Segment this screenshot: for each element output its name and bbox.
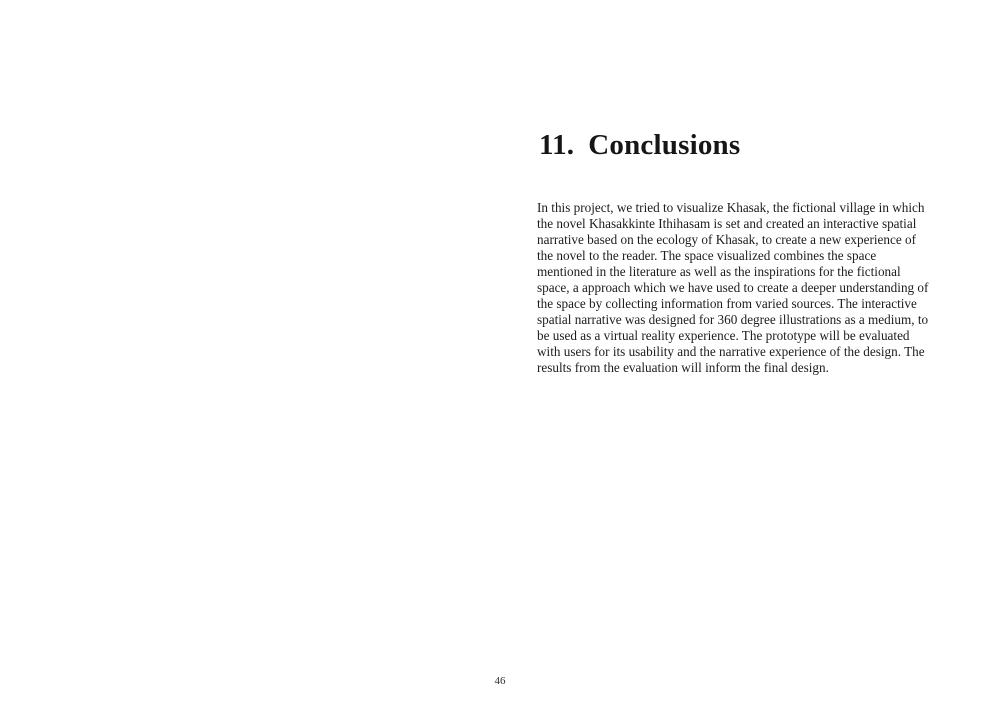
chapter-heading [539, 126, 740, 164]
paragraph-line: spatial narrative was designed for 360 degree illustrations as a medium, to [537, 312, 929, 327]
paragraph-line: narrative based on the ecology of Khasak, to create a new experience of [537, 232, 916, 247]
chapter-number: 11. [539, 129, 575, 161]
paragraph-line: the novel to the reader. The space visualized combines the space [537, 248, 877, 263]
paragraph-line: the space by collecting information from varied sources. The interactive [537, 296, 917, 311]
paragraph-line: mentioned in the literature as well as the inspirations for the fictional [537, 264, 901, 279]
paragraph-line: results from the evaluation will inform the final design. [537, 360, 829, 375]
paragraph-line: be used as a virtual reality experience. The prototype will be evaluated [537, 328, 910, 343]
chapter-title: Conclusions [588, 129, 741, 161]
paragraph-line: with users for its usability and the narrative experience of the design. The [537, 344, 925, 359]
conclusion-paragraph [537, 200, 932, 376]
page-number: 46 [494, 675, 506, 687]
paragraph-line: In this project, we tried to visualize Khasak, the fictional village in which [537, 200, 925, 215]
paragraph-line: the novel Khasakkinte Ithihasam is set and created an interactive spatial [537, 216, 917, 231]
paragraph-line: space, a approach which we have used to create a deeper understanding of [537, 280, 929, 295]
